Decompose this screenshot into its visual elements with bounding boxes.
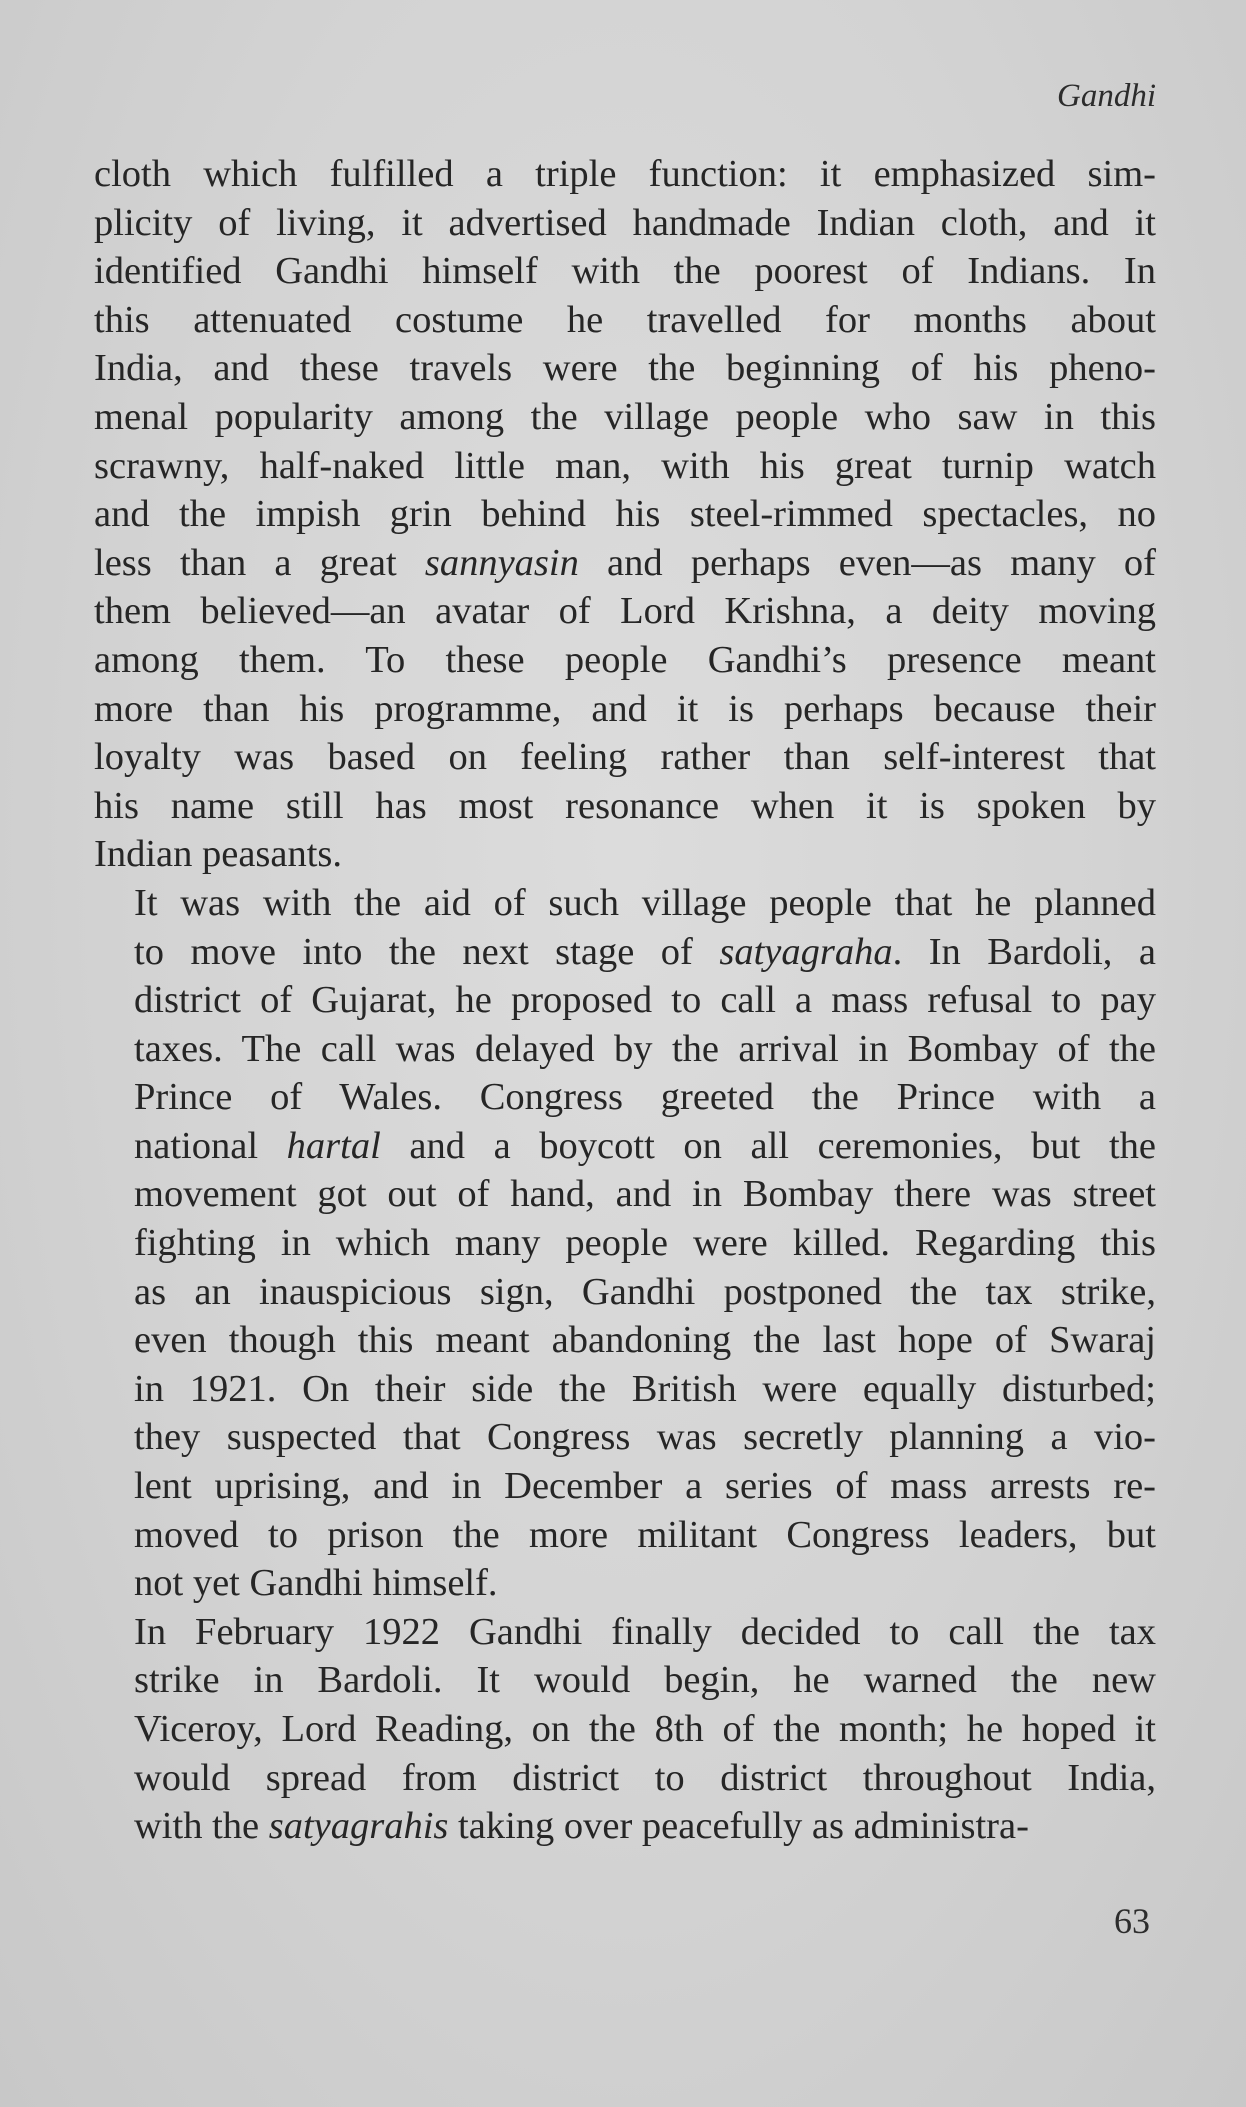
text-line: his name still has most resonance when it is spoken by <box>94 784 1156 827</box>
text-line: fighting in which many people were killed. Regarding this <box>134 1222 1156 1265</box>
running-head: Gandhi <box>1057 78 1156 114</box>
text-line: with the satyagrahis taking over peacefully as administra- <box>134 1805 1029 1848</box>
text-line: less than a great sannyasin and perhaps even—as many of <box>94 541 1157 584</box>
text-line: to move into the next stage of satyagraha. In Bardoli, a <box>134 930 1156 973</box>
text-line: in 1921. On their side the British were equally disturbed; <box>134 1367 1156 1410</box>
page-number: 63 <box>1114 1901 1150 1941</box>
paragraph <box>94 879 1156 1608</box>
text-line: would spread from district to district throughout India, <box>134 1756 1156 1799</box>
text-line: strike in Bardoli. It would begin, he warned the new <box>134 1659 1156 1702</box>
text-line: movement got out of hand, and in Bombay there was street <box>134 1173 1156 1216</box>
text-line: among them. To these people Gandhi’s presence meant <box>94 638 1156 681</box>
italic-term: satyagrahis <box>268 1805 449 1848</box>
body-text <box>94 150 1156 1851</box>
text-line: them believed—an avatar of Lord Krishna, a deity moving <box>94 590 1156 633</box>
text-line: identified Gandhi himself with the poorest of Indians. In <box>94 250 1156 293</box>
paragraph <box>94 1608 1156 1851</box>
italic-term: satyagraha <box>719 930 893 973</box>
text-line: plicity of living, it advertised handmade Indian cloth, and it <box>94 201 1156 244</box>
text-line: taxes. The call was delayed by the arrival in Bombay of the <box>134 1027 1156 1070</box>
text-line: more than his programme, and it is perhaps because their <box>94 687 1156 730</box>
italic-term: sannyasin <box>424 541 579 584</box>
text-line: lent uprising, and in December a series of mass arrests re- <box>134 1465 1156 1508</box>
text-line: and the impish grin behind his steel-rimmed spectacles, no <box>94 493 1156 536</box>
text-line: Indian peasants. <box>94 833 343 876</box>
text-line: they suspected that Congress was secretly planning a vio- <box>134 1416 1156 1459</box>
text-line: district of Gujarat, he proposed to call a mass refusal to pay <box>134 979 1156 1022</box>
text-line: not yet Gandhi himself. <box>134 1562 498 1605</box>
text-line: Viceroy, Lord Reading, on the 8th of the month; he hoped it <box>134 1708 1156 1750</box>
text-line: It was with the aid of such village people that he planned <box>134 881 1156 924</box>
text-line: even though this meant abandoning the last hope of Swaraj <box>134 1319 1156 1362</box>
text-line: moved to prison the more militant Congress leaders, but <box>134 1513 1156 1556</box>
text-line: Prince of Wales. Congress greeted the Prince with a <box>134 1076 1156 1119</box>
text-line: scrawny, half-naked little man, with his great turnip watch <box>94 444 1156 487</box>
text-line: as an inauspicious sign, Gandhi postponed the tax strike, <box>134 1270 1156 1313</box>
paragraph <box>94 150 1156 879</box>
text-line: cloth which fulfilled a triple function: it emphasized sim- <box>94 153 1156 195</box>
text-line: this attenuated costume he travelled for months about <box>94 298 1156 341</box>
text-line: India, and these travels were the beginning of his pheno- <box>94 347 1156 390</box>
text-line: In February 1922 Gandhi finally decided to call the tax <box>134 1610 1156 1653</box>
text-line: loyalty was based on feeling rather than self-interest that <box>94 736 1156 779</box>
text-line: national hartal and a boycott on all ceremonies, but the <box>134 1124 1156 1167</box>
text-line: menal popularity among the village people who saw in this <box>94 395 1156 438</box>
italic-term: hartal <box>286 1124 381 1167</box>
